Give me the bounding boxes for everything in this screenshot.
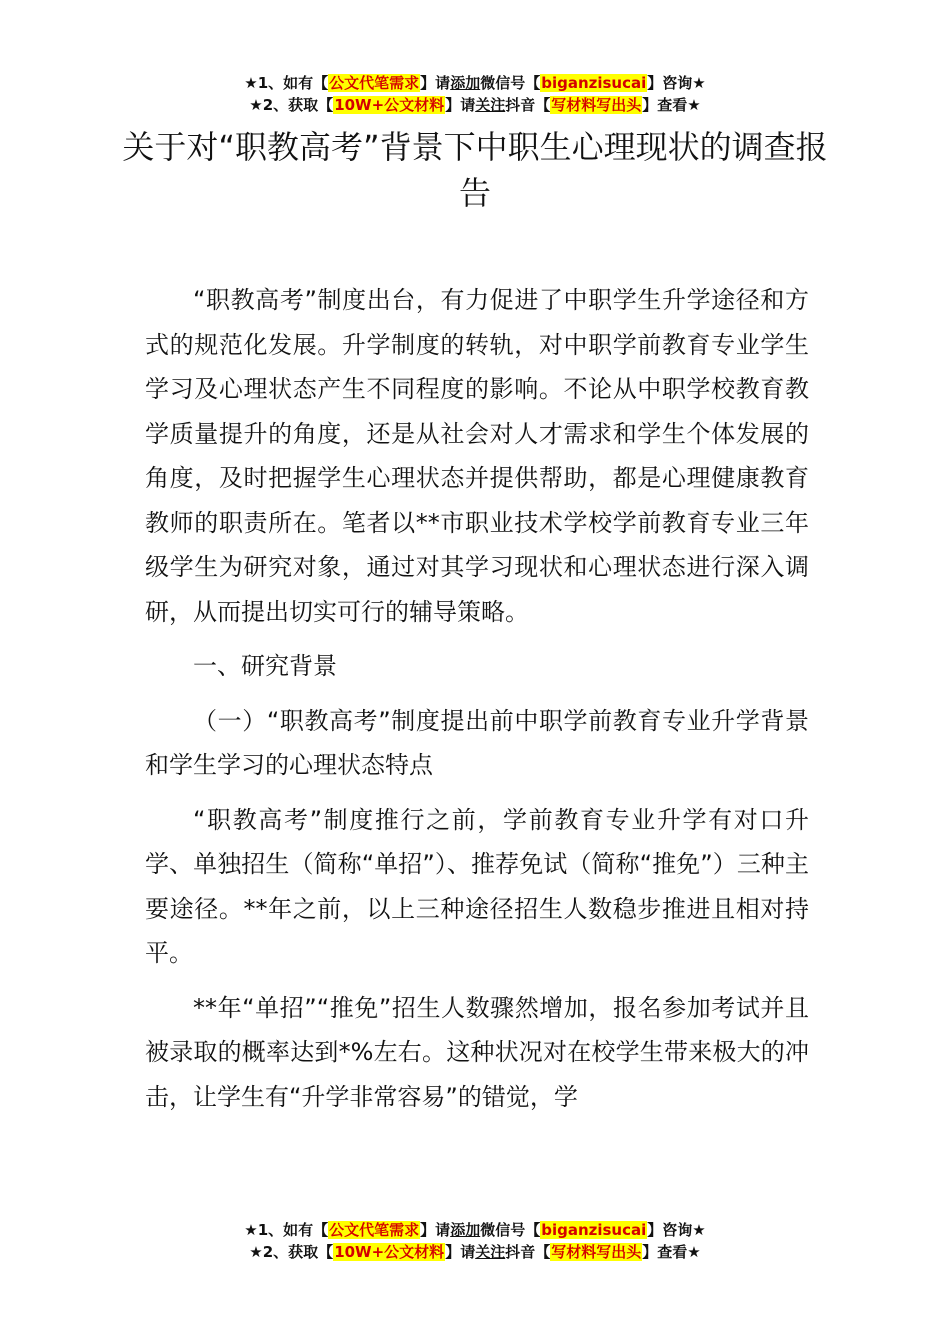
document-title: 关于对“职教高考”背景下中职生心理现状的调查报告 (122, 128, 828, 212)
highlight-service: 公文代笔需求 (329, 74, 420, 92)
footer-promo-banner (0, 1219, 950, 1263)
highlight-materials: 10W+公文材料 (334, 96, 445, 114)
promo-line-1: ★1、如有【公文代笔需求】请添加微信号【biganzisucai】咨询★ (244, 74, 706, 92)
highlight-douyin-account: 写材料写出头 (551, 1243, 642, 1261)
highlight-service: 公文代笔需求 (329, 1221, 420, 1239)
highlight-wechat-id: biganzisucai (541, 1221, 647, 1239)
section-heading-background: 一、研究背景 (193, 652, 337, 680)
header-promo-banner (0, 72, 950, 116)
paragraph-admission-paths: “职教高考”制度推行之前，学前教育专业升学有对口升学、单独招生（简称“单招”）、推荐免试（简称“推免”）三种主要途径。**年之前，以上三种途径招生人数稳步推进且相对持平。 (145, 805, 809, 967)
promo-line-2: ★2、获取【10W+公文材料】请关注抖音【写材料写出头】查看★ (249, 1243, 701, 1261)
promo-line-1: ★1、如有【公文代笔需求】请添加微信号【biganzisucai】咨询★ (244, 1221, 706, 1239)
document-body (145, 278, 809, 1129)
promo-line-2: ★2、获取【10W+公文材料】请关注抖音【写材料写出头】查看★ (249, 96, 701, 114)
paragraph-enrollment-increase: **年“单招”“推免”招生人数骤然增加，报名参加考试并且被录取的概率达到*%左右。这种状况对在校学生带来极大的冲击，让学生有“升学非常容易”的错觉，学 (145, 993, 809, 1111)
paragraph-intro: “职教高考”制度出台，有力促进了中职学生升学途径和方式的规范化发展。升学制度的转轨，对中职学前教育专业学生学习及心理状态产生不同程度的影响。不论从中职学校教育教学质量提升的角度，还是从社会对人才需求和学生个体发展的角度，及时把握学生心理状态并提供帮助，都是心理健康教育教师的职责所在。笔者以**市职业技术学校学前教育专业三年级学生为研究对象，通过对其学习现状和心理状态进行深入调研，从而提出切实可行的辅导策略。 (145, 286, 809, 626)
subsection-heading-1: （一）“职教高考”制度提出前中职学前教育专业升学背景和学生学习的心理状态特点 (145, 706, 809, 779)
highlight-wechat-id: biganzisucai (541, 74, 647, 92)
highlight-materials: 10W+公文材料 (334, 1243, 445, 1261)
highlight-douyin-account: 写材料写出头 (551, 96, 642, 114)
